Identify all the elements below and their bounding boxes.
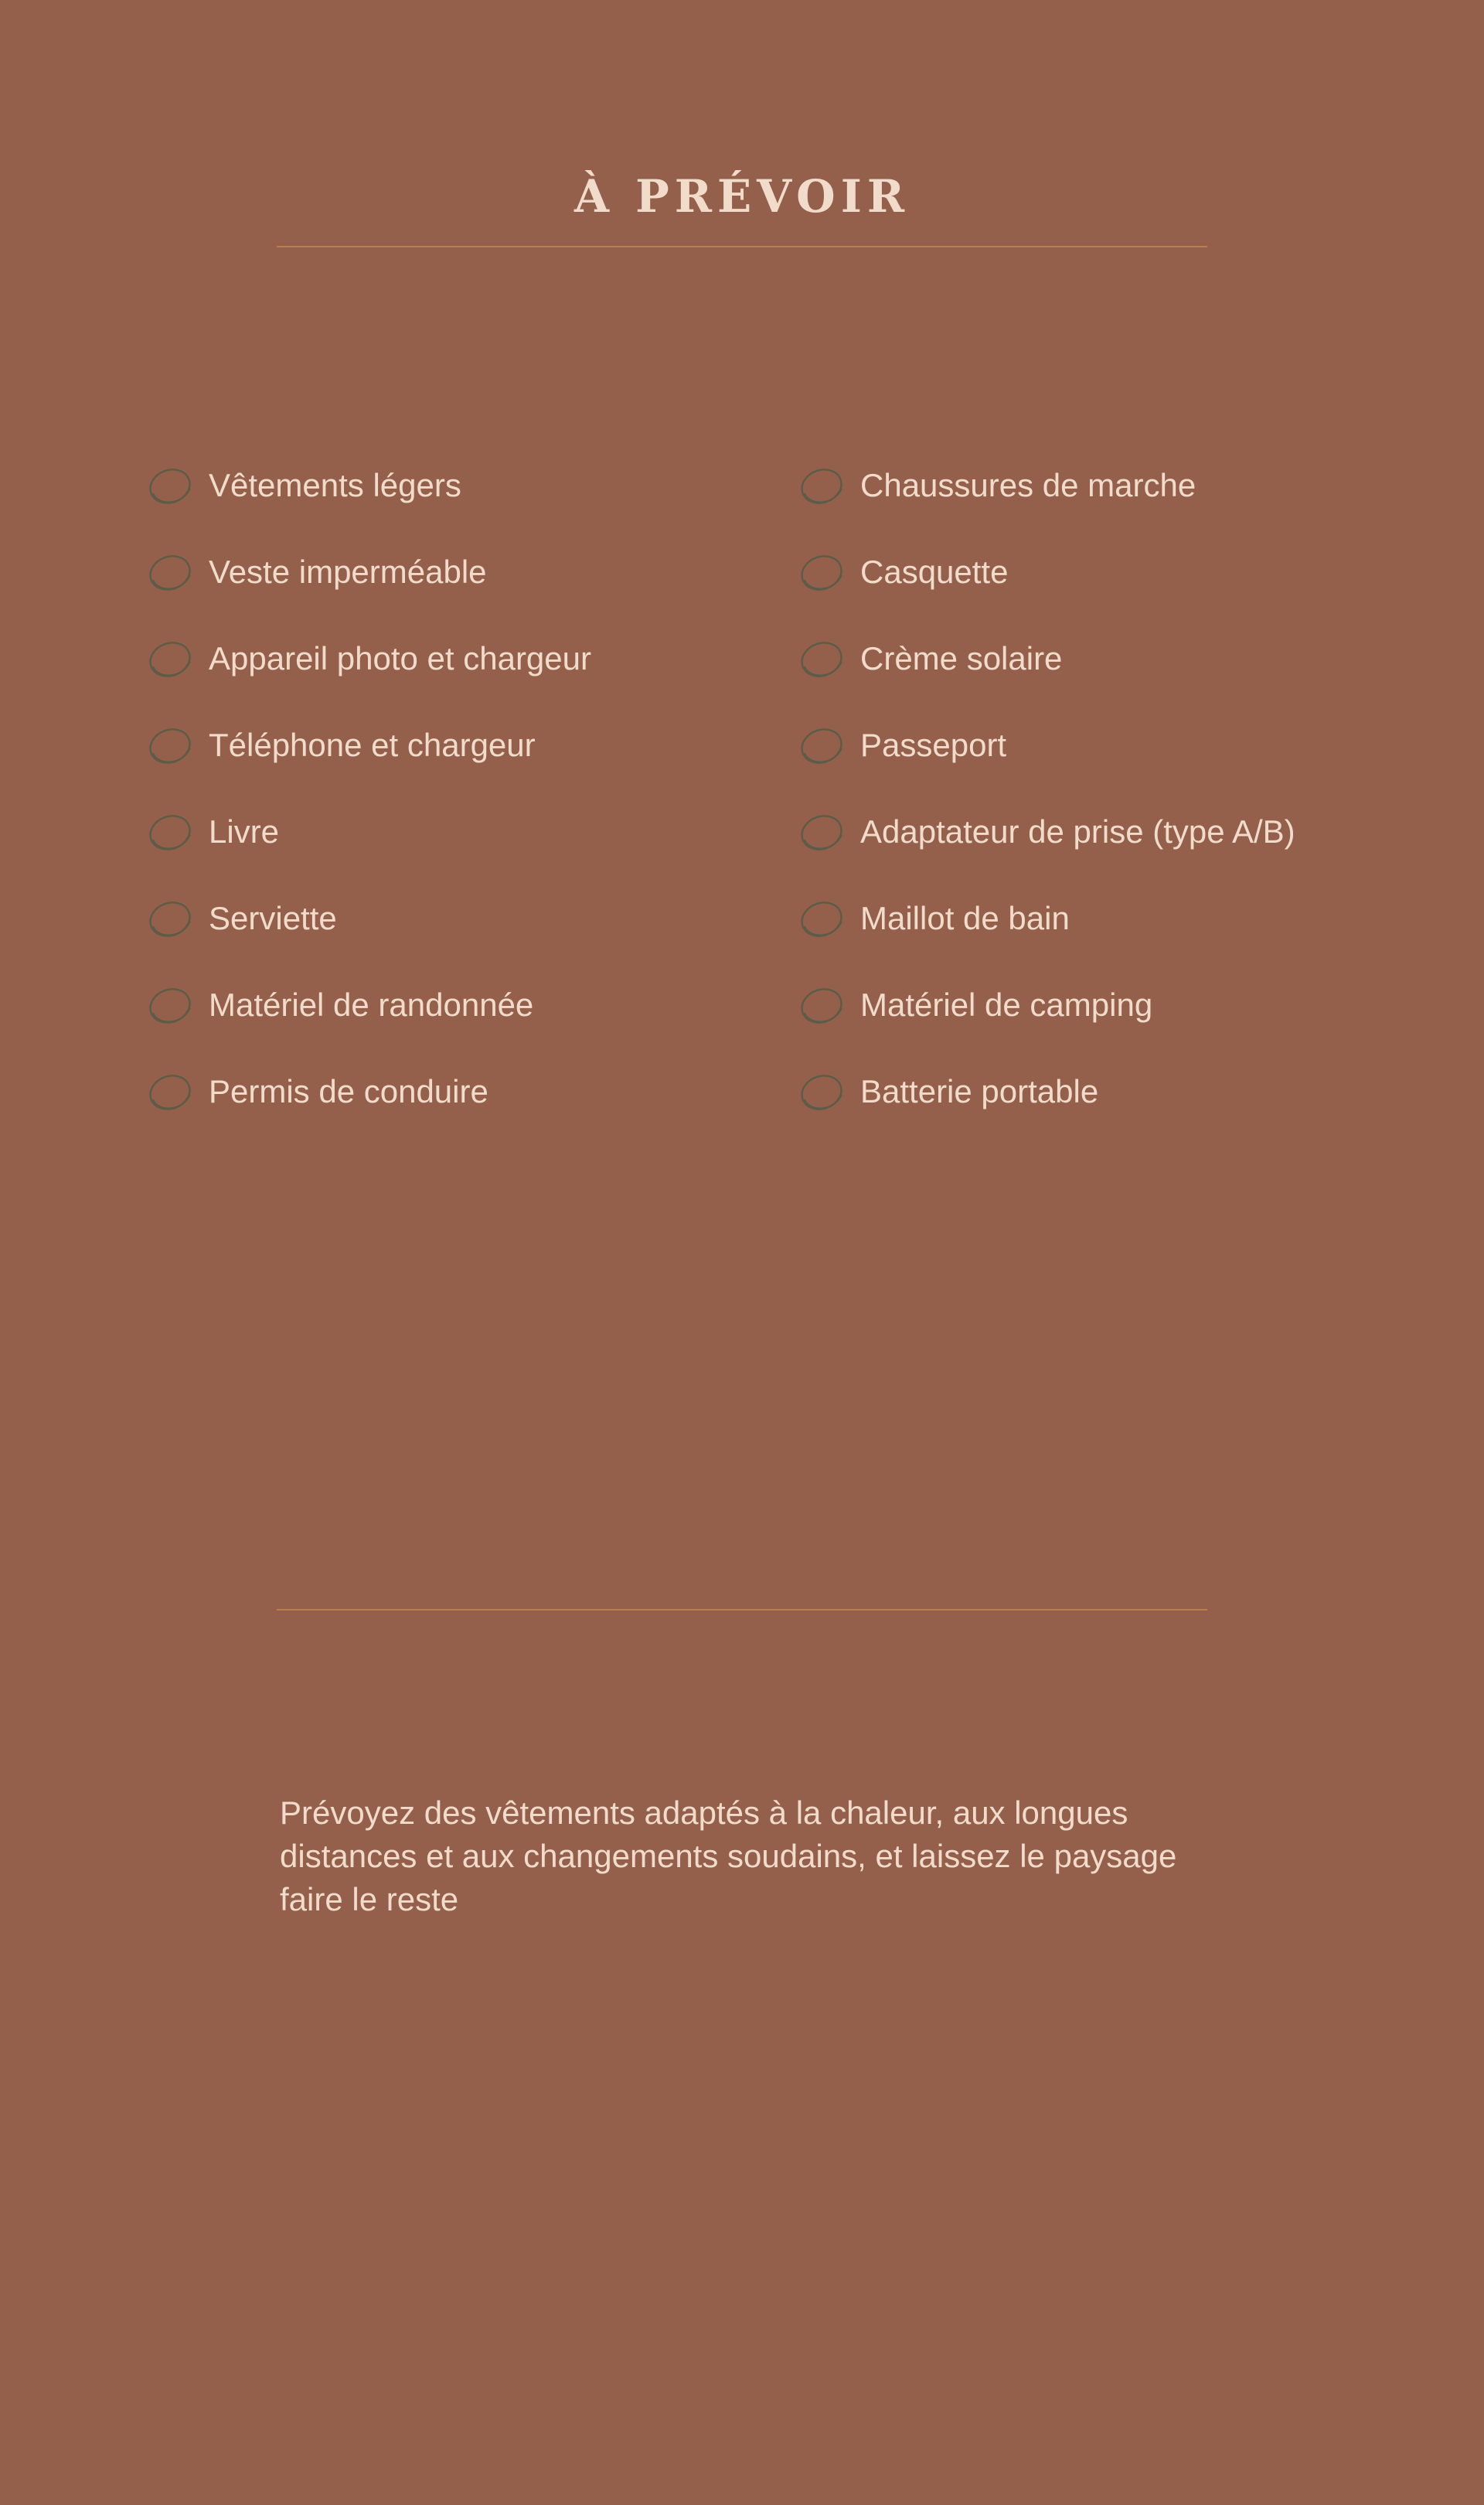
checklist-item[interactable] bbox=[147, 789, 591, 875]
hand-drawn-circle-icon[interactable] bbox=[147, 895, 193, 942]
checklist-item[interactable] bbox=[798, 529, 1295, 615]
checklist-item-label: Permis de conduire bbox=[209, 1073, 488, 1109]
checklist-item[interactable] bbox=[798, 1048, 1295, 1135]
top-divider bbox=[277, 246, 1207, 247]
checklist-item-label: Maillot de bain bbox=[860, 900, 1070, 936]
checklist-item-label: Matériel de camping bbox=[860, 987, 1153, 1023]
checklist-item[interactable] bbox=[798, 702, 1295, 789]
checklist-item[interactable] bbox=[798, 615, 1295, 702]
checklist-item[interactable] bbox=[798, 789, 1295, 875]
checklist-item-label: Matériel de randonnée bbox=[209, 987, 534, 1023]
page-title: À PRÉVOIR bbox=[574, 169, 910, 223]
hand-drawn-circle-icon[interactable] bbox=[798, 636, 845, 682]
checklist-item-label: Chaussures de marche bbox=[860, 467, 1196, 503]
checklist-item-label: Passeport bbox=[860, 727, 1007, 763]
checklist-item[interactable] bbox=[147, 615, 591, 702]
checklist-item[interactable] bbox=[798, 442, 1295, 529]
hand-drawn-circle-icon[interactable] bbox=[147, 722, 193, 769]
checklist-item-label: Adaptateur de prise (type A/B) bbox=[860, 813, 1295, 850]
checklist-item-label: Téléphone et chargeur bbox=[209, 727, 536, 763]
packing-note: Prévoyez des vêtements adaptés à la chaleur, aux longues distances et aux changements soudains, et laissez le paysage faire le reste bbox=[280, 1794, 1177, 1917]
checklist-item-label: Veste imperméable bbox=[209, 554, 487, 590]
checklist-item[interactable] bbox=[798, 875, 1295, 962]
hand-drawn-circle-icon[interactable] bbox=[147, 982, 193, 1028]
hand-drawn-circle-icon[interactable] bbox=[798, 462, 845, 509]
hand-drawn-circle-icon[interactable] bbox=[798, 549, 845, 595]
hand-drawn-circle-icon[interactable] bbox=[798, 895, 845, 942]
checklist-item-label: Vêtements légers bbox=[209, 467, 461, 503]
hand-drawn-circle-icon[interactable] bbox=[798, 722, 845, 769]
hand-drawn-circle-icon[interactable] bbox=[147, 1068, 193, 1115]
checklist-item-label: Crème solaire bbox=[860, 640, 1063, 677]
checklist-item-label: Casquette bbox=[860, 554, 1009, 590]
hand-drawn-circle-icon[interactable] bbox=[147, 636, 193, 682]
hand-drawn-circle-icon[interactable] bbox=[147, 462, 193, 509]
hand-drawn-circle-icon[interactable] bbox=[147, 549, 193, 595]
bottom-divider bbox=[277, 1609, 1207, 1610]
checklist-item-label: Livre bbox=[209, 813, 280, 850]
checklist-item[interactable] bbox=[798, 962, 1295, 1048]
checklist-left-column bbox=[147, 442, 591, 1135]
checklist-item-label: Batterie portable bbox=[860, 1073, 1099, 1109]
hand-drawn-circle-icon[interactable] bbox=[798, 982, 845, 1028]
checklist-item[interactable] bbox=[147, 529, 591, 615]
hand-drawn-circle-icon[interactable] bbox=[798, 809, 845, 855]
hand-drawn-circle-icon[interactable] bbox=[147, 809, 193, 855]
checklist-right-column bbox=[798, 442, 1295, 1135]
checklist-item[interactable] bbox=[147, 1048, 591, 1135]
hand-drawn-circle-icon[interactable] bbox=[798, 1068, 845, 1115]
checklist-item-label: Appareil photo et chargeur bbox=[209, 640, 591, 677]
checklist-item-label: Serviette bbox=[209, 900, 337, 936]
checklist-item[interactable] bbox=[147, 702, 591, 789]
checklist-item[interactable] bbox=[147, 875, 591, 962]
checklist-item[interactable] bbox=[147, 442, 591, 529]
checklist-item[interactable] bbox=[147, 962, 591, 1048]
